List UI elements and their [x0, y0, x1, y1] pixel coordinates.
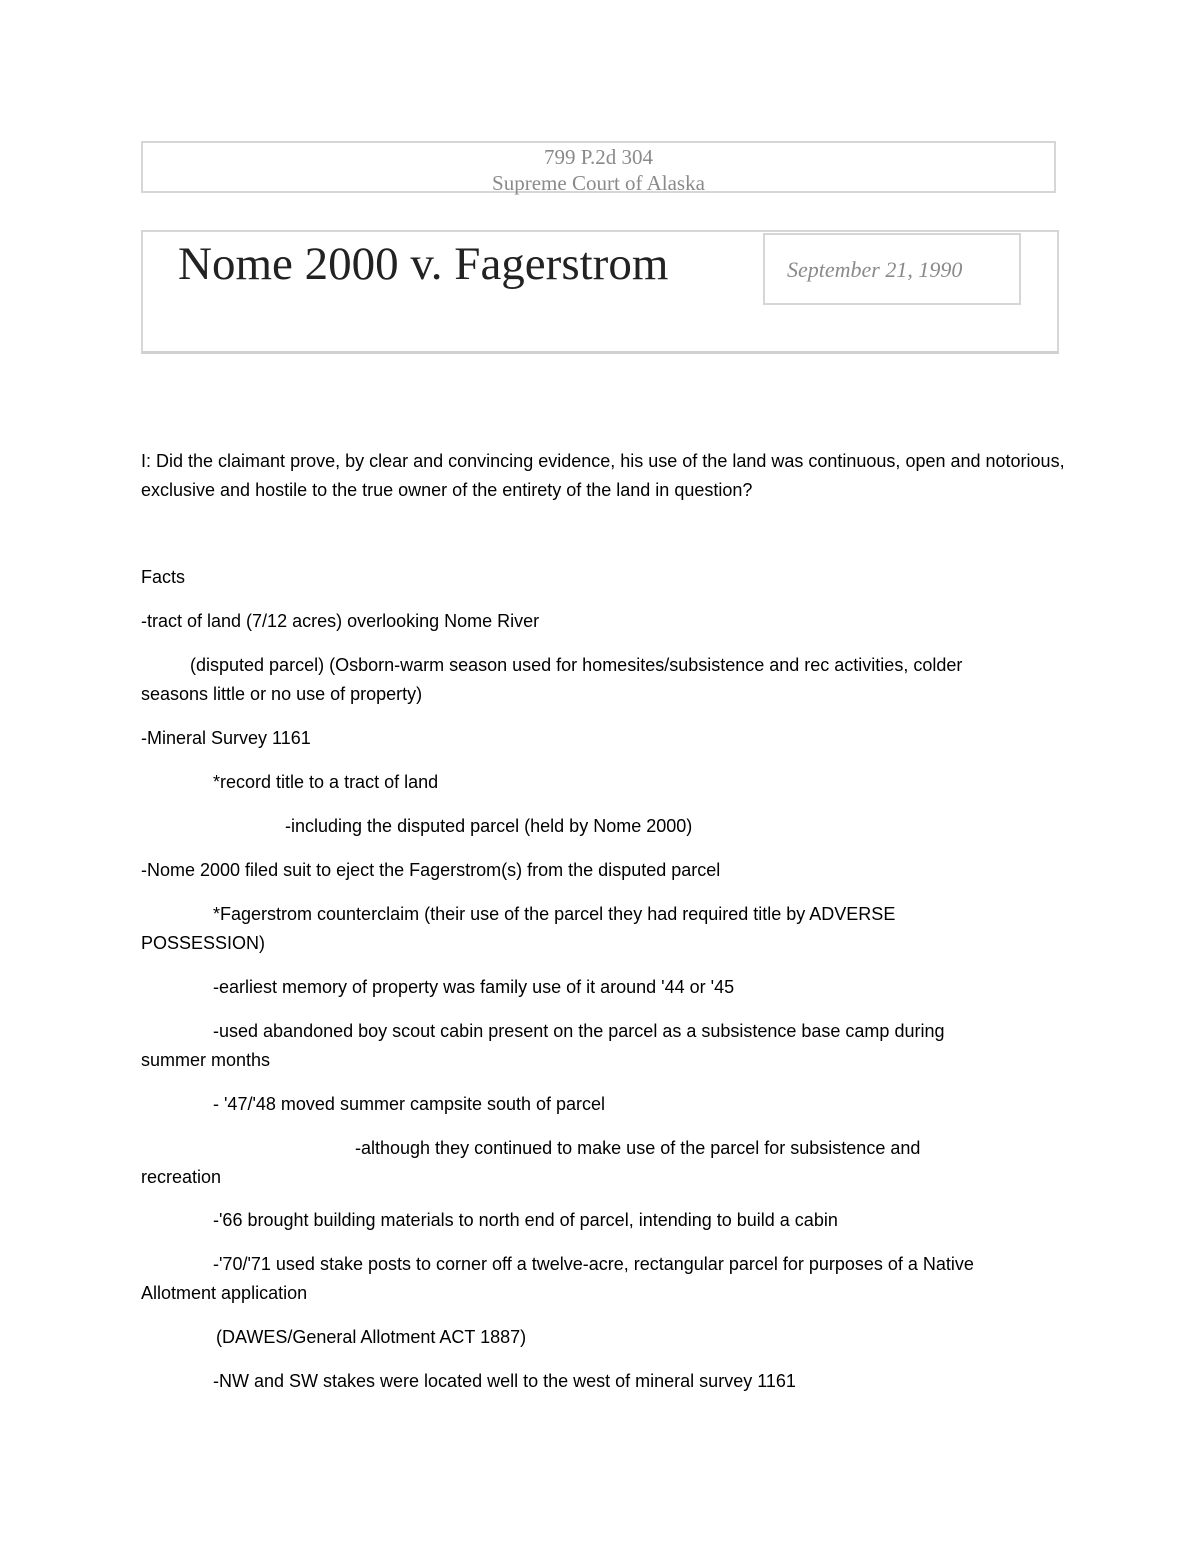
fact-line: POSSESSION) — [141, 933, 266, 953]
fact-line: Allotment application — [141, 1283, 308, 1303]
fact-line: summer months — [141, 1050, 271, 1070]
issue-statement: I: Did the claimant prove, by clear and convincing evidence, his use of the land was continuous, open and notorious, exclusive and hostile to the true owner of the entirety of the land in question? — [141, 451, 1065, 500]
fact-line: -NW and SW stakes were located well to the west of mineral survey 1161 — [213, 1371, 796, 1391]
fact-line: -although they continued to make use of the parcel for subsistence and — [355, 1138, 921, 1158]
fact-line: *record title to a tract of land — [213, 772, 439, 792]
facts-heading: Facts — [141, 567, 186, 587]
decision-date: September 21, 1990 — [763, 233, 1021, 305]
citation-box — [141, 141, 1056, 193]
fact-line: *Fagerstrom counterclaim (their use of the parcel they had required title by ADVERSE — [213, 904, 896, 924]
case-title: Nome 2000 v. Fagerstrom — [178, 238, 669, 290]
fact-line: - '47/'48 moved summer campsite south of parcel — [213, 1094, 606, 1114]
court-name: Supreme Court of Alaska — [492, 171, 705, 195]
fact-line: -used abandoned boy scout cabin present on the parcel as a subsistence base camp during — [213, 1021, 945, 1041]
fact-line: recreation — [141, 1167, 222, 1187]
fact-line: -Nome 2000 filed suit to eject the Fagerstrom(s) from the disputed parcel — [141, 860, 721, 880]
fact-line: -Mineral Survey 1161 — [141, 728, 311, 748]
reporter-citation: 799 P.2d 304 — [543, 145, 654, 169]
fact-line: -including the disputed parcel (held by Nome 2000) — [285, 816, 693, 836]
fact-line: (DAWES/General Allotment ACT 1887) — [216, 1327, 527, 1347]
fact-line: -'66 brought building materials to north end of parcel, intending to build a cabin — [213, 1210, 838, 1230]
fact-line: seasons little or no use of property) — [141, 684, 423, 704]
fact-line: -earliest memory of property was family use of it around '44 or '45 — [213, 977, 735, 997]
fact-line: (disputed parcel) (Osborn-warm season used for homesites/subsistence and rec activities, colder — [190, 655, 963, 675]
fact-line: -'70/'71 used stake posts to corner off a twelve-acre, rectangular parcel for purposes of a Native — [213, 1254, 974, 1274]
fact-line: -tract of land (7/12 acres) overlooking Nome River — [141, 611, 540, 631]
